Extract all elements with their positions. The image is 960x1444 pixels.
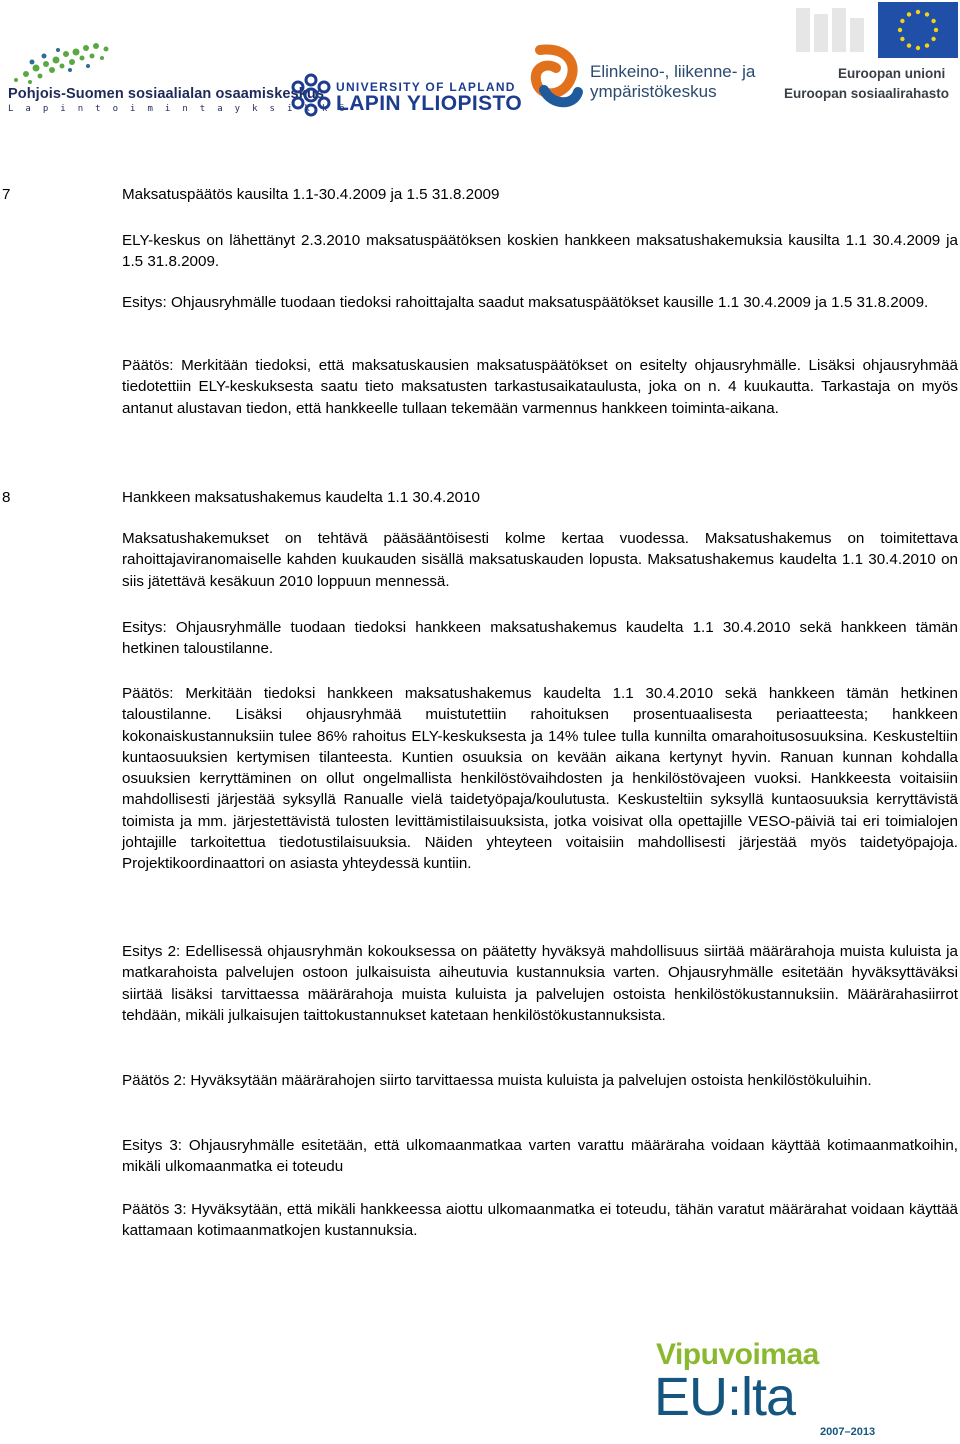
university-name-english: UNIVERSITY OF LAPLAND	[336, 80, 516, 94]
section-number: 8	[2, 489, 11, 506]
paragraph: Päätös 2: Hyväksytään määrärahojen siirto tarvittaessa muista kuluista ja palvelujen ostoista henkilöstökuluihin.	[122, 1072, 872, 1089]
section-heading: Hankkeen maksatushakemus kaudelta 1.1 30.4.2010	[122, 489, 480, 506]
ely-keskus-logo	[528, 40, 586, 122]
paragraph: Maksatushakemukset on tehtävä pääsääntöisesti kolme kertaa vuodessa. Maksatushakemus on toimitettava rahoittajaviranomaiselle kahden kuukauden sisällä maksatuskauden lopusta. Maksatushakemus kaudelta 1.1 30.4.2010 on siis jätettävä kesäkuun 2010 loppuun mennessä.	[122, 530, 958, 590]
paragraph: Päätös: Merkitään tiedoksi, että maksatuskausien maksatuspäätökset on esitelty ohjausryhmälle. Lisäksi ohjausryhmää tiedotettiin ELY-keskuksesta saatu tieto maksatusten tarkastusaikataulusta, joka on n. 4 kuukautta. Tarkastaja on myös antanut alustavan tiedon, että hankkeelle tullaan tekemään varmennus hankkeen toiminta-aikana.	[122, 357, 958, 417]
paragraph: Esitys: Ohjausryhmälle tuodaan tiedoksi hankkeen maksatushakemus kaudelta 1.1 30.4.2010 sekä hankkeen tämän hetkinen taloustilanne.	[122, 619, 958, 658]
paragraph: Esitys 2: Edellisessä ohjausryhmän kokouksessa on päätetty hyväksyä mahdollisuus siirtää määrärahoja muista kuluista ja matkarahoista palvelujen ostoon julkaisuista aiheutuvia kustannuksia varten. Ohjausryhmälle esitetään hyväksyttäväksi siirtää lisäksi tarvittaessa määrärahoja muista kuluista ja palvelujen ostoista henkilöstökustannuksiin. Määrärahasiirrot tehdään, mikäli julkaisujen taittokustannukset katetaan henkilöstökustannuksista.	[122, 943, 958, 1024]
vipuvoimaa-years: 2007–2013	[820, 1426, 876, 1438]
university-name-finnish: LAPIN YLIOPISTO	[336, 92, 523, 115]
pohjois-suomen-subtitle: L a p i n t o i m i n t a y k s i k k ö	[8, 104, 349, 114]
university-of-lapland-logo	[290, 72, 332, 118]
ely-swirl-icon	[528, 40, 586, 122]
ely-keskus-name-line1: Elinkeino-, liikenne- ja	[590, 62, 756, 81]
eu-name-line1: Euroopan unioni	[838, 66, 946, 81]
vipuvoimaa-eu-text: EU:lta	[654, 1367, 796, 1427]
ely-keskus-name-line2: ympäristökeskus	[590, 82, 717, 101]
eu-flag-icon	[878, 2, 958, 58]
vipuvoimaa-title: Vipuvoimaa	[656, 1338, 819, 1371]
eu-flag-logo	[878, 2, 958, 58]
esr-grid-icon	[790, 4, 870, 56]
paragraph: Päätös: Merkitään tiedoksi hankkeen maksatushakemus kaudelta 1.1 30.4.2010 sekä hankkeen tämän hetkinen taloustilanne. Lisäksi ohjausryhmää muistutettiin rahoituksen prosentuaalisesta periaatteesta; hankkeen kokonaiskustannuksiin tulee 86% rahoitus ELY-keskuksesta ja 14% tulee tulla kunnilta omarahoitusosuuksina. Keskusteltiin kuntaosuuksien kertymisen tilanteesta. Kuntien osuuksia on kevään aikana kertynyt hyvin. Ranuan kunnan kohdalla osuuksien kerryttäminen on ollut ongelmallista henkilöstövaihdosten ja henkilöstövajeen vuoksi. Hankkeesta voitaisiin mahdollisesti järjestää syksyllä Ranualle vielä taidetyöpaja/koulutusta. Keskusteltiin syksyllä kuntaosuuksia kerryttävistä toimista ja mm. järjestettävistä tulosten levittämistilaisuuksista, jotka voisivat olla opettajille VESO-päiviä tai eri toimialojen johtajille tarkoitettua tiedotustilaisuuksia. Näiden yhteyteen voitaisiin mahdollisesti järjestää myös taidetyöpajoja. Projektikoordinaattori on asiasta yhteydessä kuntiin.	[122, 685, 958, 873]
leaf-cluster-icon	[8, 40, 128, 86]
paragraph: Päätös 3: Hyväksytään, että mikäli hankkeessa aiottu ulkomaanmatka ei toteudu, tähän varatut määrärahat voidaan käyttää kattamaan kotimaanmatkojen kustannuksia.	[122, 1201, 958, 1240]
paragraph: ELY-keskus on lähettänyt 2.3.2010 maksatuspäätöksen koskien hankkeen maksatushakemuksia kausilta 1.1 30.4.2009 ja 1.5 31.8.2009.	[122, 232, 958, 271]
snowflake-emblem-icon	[290, 72, 332, 118]
section-heading: Maksatuspäätös kausilta 1.1-30.4.2009 ja 1.5 31.8.2009	[122, 186, 500, 203]
section-number: 7	[2, 186, 11, 203]
paragraph: Esitys 3: Ohjausryhmälle esitetään, että ulkomaanmatkaa varten varattu määräraha voidaan käyttää kotimaanmatkoihin, mikäli ulkomaanmatka ei toteudu	[122, 1137, 958, 1176]
esr-decorative-mark	[790, 4, 870, 56]
paragraph: Esitys: Ohjausryhmälle tuodaan tiedoksi rahoittajalta saadut maksatuspäätökset kausille 1.1 30.4.2009 ja 1.5 31.8.2009.	[122, 294, 929, 311]
eu-name-line2: Euroopan sosiaalirahasto	[784, 86, 950, 101]
pohjois-suomen-title: Pohjois-Suomen sosiaalialan osaamiskeskus	[8, 86, 324, 102]
pohjois-suomen-logo	[8, 40, 128, 86]
